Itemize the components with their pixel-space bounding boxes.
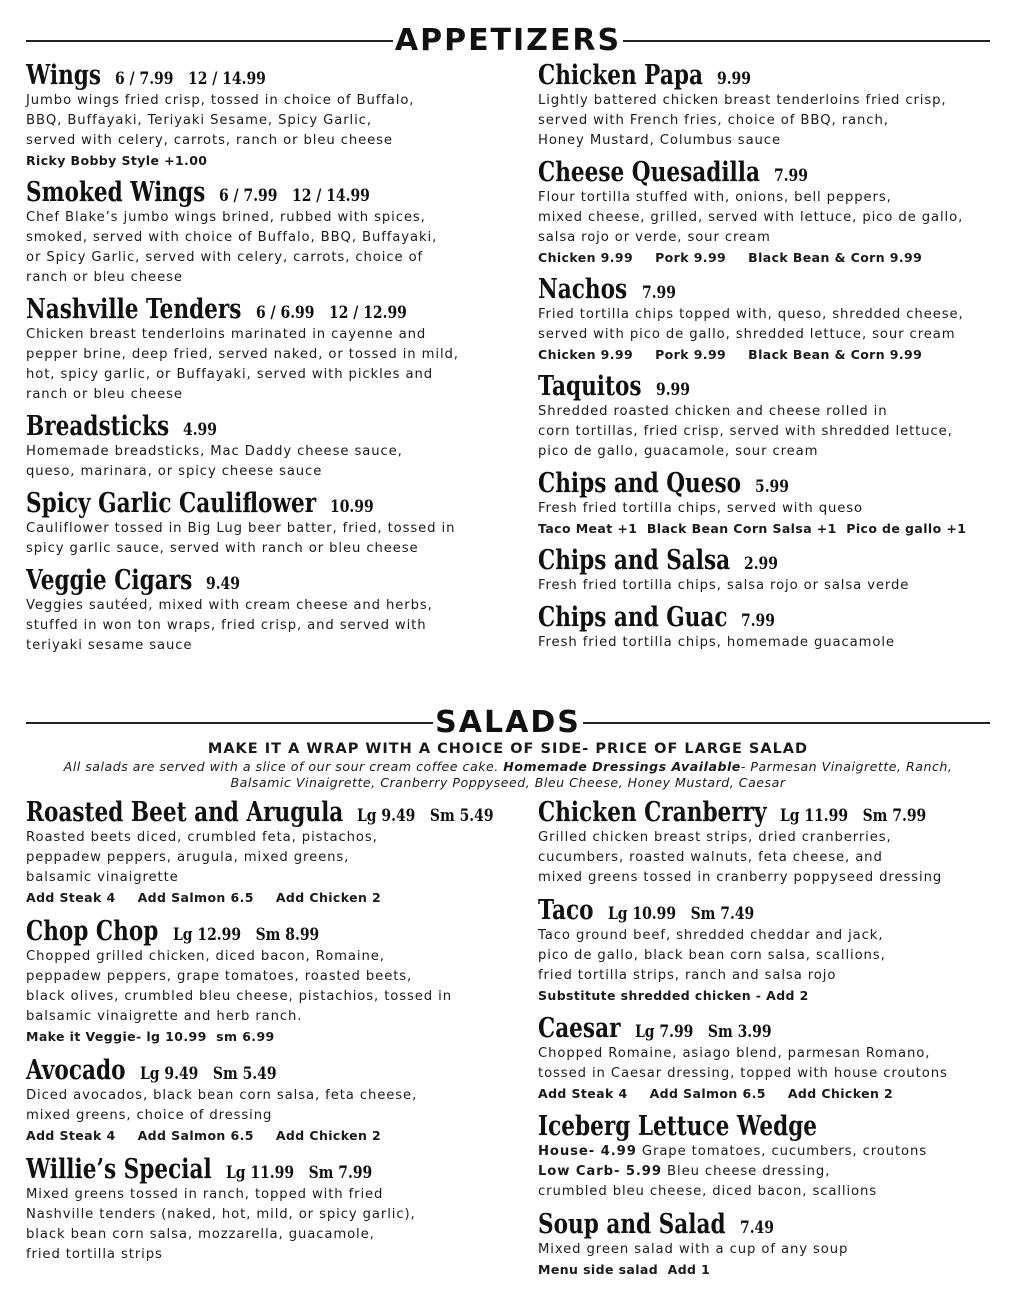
item-name: Willie’s Special (26, 1154, 212, 1186)
item-name: Smoked Wings (26, 177, 206, 209)
addon-option: Taco Meat +1 Black Bean Corn Salsa +1 Pico de gallo +1 (538, 521, 967, 537)
item-description: Jumbo wings fried crisp, tossed in choice of Buffalo, (26, 93, 415, 109)
item-heading (26, 797, 494, 828)
salads-left-column (26, 797, 494, 1265)
item-price: Lg 11.99 Sm 7.99 (225, 1163, 372, 1184)
addon-option: Add Steak 4 (538, 1086, 628, 1102)
item-price: 7.99 (741, 611, 776, 632)
item-heading (538, 274, 988, 305)
item-name: Chicken Cranberry (538, 797, 767, 828)
appetizers-title: APPETIZERS (394, 23, 622, 58)
item-name: Taco (538, 895, 594, 927)
menu-item (538, 371, 988, 462)
addon-option: Make it Veggie- lg 10.99 sm 6.99 (26, 1029, 275, 1045)
item-name: Chop Chop (26, 916, 159, 948)
item-description: Chopped grilled chicken, diced bacon, Romaine, (26, 949, 385, 965)
addon-option: Substitute shredded chicken - Add 2 (538, 988, 809, 1004)
option-label: House- 4.99 (538, 1144, 637, 1160)
coffee-cake-note: All salads are served with a slice of our sour cream coffee cake. (63, 759, 504, 774)
item-description: Shredded roasted chicken and cheese rolled in (538, 404, 888, 420)
item-addons (26, 1027, 486, 1047)
item-description: Fresh fried tortilla chips, homemade guacamole (538, 635, 895, 651)
appetizers-left-column (26, 60, 486, 656)
menu-item (538, 1013, 988, 1104)
item-description: balsamic vinaigrette (26, 870, 179, 886)
item-description: ranch or bleu cheese (26, 270, 183, 286)
item-heading (538, 1111, 988, 1142)
item-price: 6 / 7.99 12 / 14.99 (114, 69, 266, 89)
item-description: teriyaki sesame sauce (26, 638, 193, 654)
menu-item (538, 1209, 988, 1280)
item-description: salsa rojo or verde, sour cream (538, 230, 771, 246)
item-price: Lg 10.99 Sm 7.49 (608, 904, 755, 925)
menu-item (26, 1154, 486, 1265)
item-name: Chips and Guac (538, 602, 728, 634)
item-heading (26, 411, 486, 442)
item-description: served with French fries, choice of BBQ, ranch, (538, 113, 889, 129)
item-price: 6 / 6.99 12 / 12.99 (255, 303, 407, 324)
item-addons (26, 151, 486, 171)
item-description: Grilled chicken breast strips, dried cranberries, (538, 830, 892, 846)
addon-option: Pork 9.99 (655, 250, 727, 266)
item-price: 9.99 (656, 380, 690, 401)
item-price: 7.99 (774, 166, 809, 187)
menu-item (26, 60, 486, 171)
menu-item (26, 916, 486, 1047)
item-heading (26, 488, 486, 519)
item-addons (538, 1260, 988, 1280)
item-name: Chips and Queso (538, 468, 742, 500)
addon-option: Add Steak 4 (26, 1128, 116, 1144)
item-price: Lg 9.49 Sm 5.49 (356, 806, 494, 826)
dressings-label: Homemade Dressings Available (503, 759, 741, 774)
item-name: Breadsticks (26, 411, 170, 443)
item-name: Nachos (538, 274, 628, 306)
addon-option: Black Bean & Corn 9.99 (748, 347, 923, 363)
item-description: stuffed in won ton wraps, fried crisp, and served with (26, 618, 427, 634)
item-heading (538, 1013, 988, 1044)
item-description: spicy garlic sauce, served with ranch or bleu cheese (26, 541, 419, 557)
appetizers-header (26, 23, 990, 58)
salads-title: SALADS (435, 705, 581, 740)
item-option-line (538, 1142, 988, 1162)
item-heading (26, 1154, 486, 1185)
menu-item (538, 1111, 988, 1202)
item-description: tossed in Caesar dressing, topped with house croutons (538, 1066, 948, 1082)
item-heading (538, 545, 988, 576)
item-description: Mixed greens tossed in ranch, topped with fried (26, 1187, 384, 1203)
item-name: Chicken Papa (538, 60, 703, 91)
appetizers-right-column (538, 60, 988, 653)
item-price: 9.99 (717, 69, 752, 89)
item-description: smoked, served with choice of Buffalo, BBQ, Buffayaki, (26, 230, 438, 246)
item-description: corn tortillas, fried crisp, served with shredded lettuce, (538, 424, 953, 440)
menu-item (26, 565, 486, 656)
menu-item (538, 157, 988, 268)
item-description: pepper brine, deep fried, served naked, or tossed in mild, (26, 347, 459, 363)
item-name: Roasted Beet and Arugula (26, 797, 344, 828)
item-option-line (538, 1182, 988, 1202)
item-heading (538, 371, 988, 402)
item-price: 10.99 (329, 497, 374, 518)
addon-option: Add Salmon 6.5 (649, 1086, 766, 1102)
item-description: pico de gallo, black bean corn salsa, scallions, (538, 948, 886, 964)
item-heading (26, 916, 486, 947)
item-description: Chopped Romaine, asiago blend, parmesan Romano, (538, 1046, 931, 1062)
item-name: Nashville Tenders (26, 294, 242, 326)
item-name: Veggie Cigars (26, 565, 193, 597)
item-description: BBQ, Buffayaki, Teriyaki Sesame, Spicy Garlic, (26, 113, 372, 129)
option-text: Grape tomatoes, cucumbers, croutons (636, 1144, 928, 1160)
menu-item (26, 1055, 486, 1146)
item-option-line (538, 1162, 988, 1182)
item-description: mixed greens, choice of dressing (26, 1108, 273, 1124)
item-heading (538, 602, 988, 633)
addon-option: Add Salmon 6.5 (137, 1128, 254, 1144)
addon-option: Black Bean & Corn 9.99 (748, 250, 923, 266)
menu-item (26, 797, 494, 908)
divider (26, 40, 393, 42)
item-description: Fresh fried tortilla chips, served with queso (538, 501, 864, 517)
item-price: 5.99 (754, 477, 789, 498)
addon-option: Add Chicken 2 (787, 1086, 894, 1102)
divider (26, 722, 433, 724)
option-text: crumbled bleu cheese, diced bacon, scallions (538, 1184, 878, 1200)
menu-item (26, 488, 486, 559)
salads-right-column (538, 797, 988, 1280)
menu-item (26, 411, 486, 482)
addon-option: Add Chicken 2 (275, 1128, 382, 1144)
item-description: Honey Mustard, Columbus sauce (538, 133, 781, 149)
addon-option: Chicken 9.99 (538, 347, 634, 363)
item-heading (26, 294, 486, 325)
menu-item (538, 602, 988, 653)
item-price: 4.99 (182, 420, 217, 441)
item-price: Lg 11.99 Sm 7.99 (780, 806, 927, 826)
item-description: Cauliflower tossed in Big Lug beer batter, fried, tossed in (26, 521, 456, 537)
salad-dressing-note (26, 759, 990, 791)
menu-item (538, 895, 988, 1006)
item-description: Veggies sautéed, mixed with cream cheese and herbs, (26, 598, 433, 614)
item-description: Chef Blake’s jumbo wings brined, rubbed with spices, (26, 210, 426, 226)
item-description: hot, spicy garlic, or Buffayaki, served with pickles and (26, 367, 434, 383)
addon-option: Pork 9.99 (655, 347, 727, 363)
item-addons (538, 1084, 988, 1104)
item-addons (538, 248, 988, 268)
item-price: 9.49 (206, 574, 240, 595)
menu-item (538, 60, 988, 151)
divider (583, 722, 990, 724)
item-heading (538, 60, 988, 91)
item-description: peppadew peppers, arugula, mixed greens, (26, 850, 350, 866)
menu-item (538, 797, 988, 888)
item-description: fried tortilla strips, ranch and salsa rojo (538, 968, 837, 984)
item-description: Diced avocados, black bean corn salsa, feta cheese, (26, 1088, 418, 1104)
item-heading (538, 157, 988, 188)
item-heading (538, 797, 988, 828)
addon-option: Chicken 9.99 (538, 250, 634, 266)
item-description: queso, marinara, or spicy cheese sauce (26, 464, 323, 480)
item-heading (538, 895, 988, 926)
addon-option: Ricky Bobby Style +1.00 (26, 153, 208, 169)
item-description: mixed cheese, grilled, served with lettuce, pico de gallo, (538, 210, 964, 226)
option-label: Low Carb- 5.99 (538, 1164, 662, 1180)
item-name: Chips and Salsa (538, 545, 731, 577)
dressings-list-a: - Parmesan Vinaigrette, Ranch, (740, 759, 953, 774)
item-heading (26, 60, 486, 91)
item-description: cucumbers, roasted walnuts, feta cheese, and (538, 850, 883, 866)
item-description: Lightly battered chicken breast tenderloins fried crisp, (538, 93, 947, 109)
item-description: Flour tortilla stuffed with, onions, bell peppers, (538, 190, 892, 206)
item-price: Lg 9.49 Sm 5.49 (139, 1064, 277, 1085)
item-description: Fresh fried tortilla chips, salsa rojo or salsa verde (538, 578, 910, 594)
menu-item (26, 177, 486, 288)
item-description: Taco ground beef, shredded cheddar and jack, (538, 928, 884, 944)
item-name: Taquitos (538, 371, 642, 403)
item-name: Cheese Quesadilla (538, 157, 760, 189)
item-price: 2.99 (744, 554, 779, 575)
menu-item (26, 294, 486, 405)
item-description: pico de gallo, guacamole, sour cream (538, 444, 819, 460)
item-name: Avocado (26, 1055, 126, 1087)
item-addons (26, 1126, 486, 1146)
item-addons (538, 345, 988, 365)
item-description: black olives, crumbled bleu cheese, pistachios, tossed in (26, 989, 452, 1005)
addon-option: Menu side salad Add 1 (538, 1262, 711, 1278)
item-description: black bean corn salsa, mozzarella, guacamole, (26, 1227, 375, 1243)
item-description: ranch or bleu cheese (26, 387, 183, 403)
item-price: Lg 7.99 Sm 3.99 (634, 1022, 772, 1043)
addon-option: Add Chicken 2 (275, 890, 382, 906)
item-description: fried tortilla strips (26, 1247, 163, 1263)
item-description: mixed greens tossed in cranberry poppyseed dressing (538, 870, 943, 886)
item-heading (26, 565, 486, 596)
item-price: 7.49 (740, 1218, 774, 1239)
menu-item (538, 274, 988, 365)
item-description: balsamic vinaigrette and herb ranch. (26, 1009, 303, 1025)
item-description: peppadew peppers, grape tomatoes, roasted beets, (26, 969, 413, 985)
option-text: Bleu cheese dressing, (661, 1164, 831, 1180)
item-price: 7.99 (641, 283, 676, 304)
addon-option: Add Steak 4 (26, 890, 116, 906)
item-name: Spicy Garlic Cauliflower (26, 488, 317, 520)
item-description: served with celery, carrots, ranch or bleu cheese (26, 133, 393, 149)
item-heading (26, 1055, 486, 1086)
item-heading (538, 468, 988, 499)
item-description: served with pico de gallo, shredded lettuce, sour cream (538, 327, 956, 343)
item-addons (538, 519, 988, 539)
item-addons (538, 986, 988, 1006)
item-heading (538, 1209, 988, 1240)
item-name: Caesar (538, 1013, 621, 1045)
item-heading (26, 177, 486, 208)
menu-item (538, 468, 988, 539)
wrap-note: MAKE IT A WRAP WITH A CHOICE OF SIDE- PRICE OF LARGE SALAD (207, 741, 809, 757)
item-name: Soup and Salad (538, 1209, 726, 1241)
item-description: Homemade breadsticks, Mac Daddy cheese sauce, (26, 444, 403, 460)
item-name: Iceberg Lettuce Wedge (538, 1111, 818, 1143)
menu-item (538, 545, 988, 596)
item-price: Lg 12.99 Sm 8.99 (172, 925, 320, 946)
item-description: or Spicy Garlic, served with celery, carrots, choice of (26, 250, 424, 266)
item-description: Nashville tenders (naked, hot, mild, or spicy garlic), (26, 1207, 416, 1223)
addon-option: Add Salmon 6.5 (137, 890, 254, 906)
divider (623, 40, 990, 42)
item-price: 6 / 7.99 12 / 14.99 (219, 186, 371, 207)
item-description: Chicken breast tenderloins marinated in cayenne and (26, 327, 427, 343)
salads-header (26, 705, 990, 740)
item-addons (26, 888, 486, 908)
item-description: Roasted beets diced, crumbled feta, pistachos, (26, 830, 378, 846)
item-name: Wings (26, 60, 102, 91)
item-description: Fried tortilla chips topped with, queso, shredded cheese, (538, 307, 964, 323)
dressings-list-b: Balsamic Vinaigrette, Cranberry Poppyseed, Bleu Cheese, Honey Mustard, Caesar (230, 775, 786, 790)
item-description: Mixed green salad with a cup of any soup (538, 1242, 849, 1258)
